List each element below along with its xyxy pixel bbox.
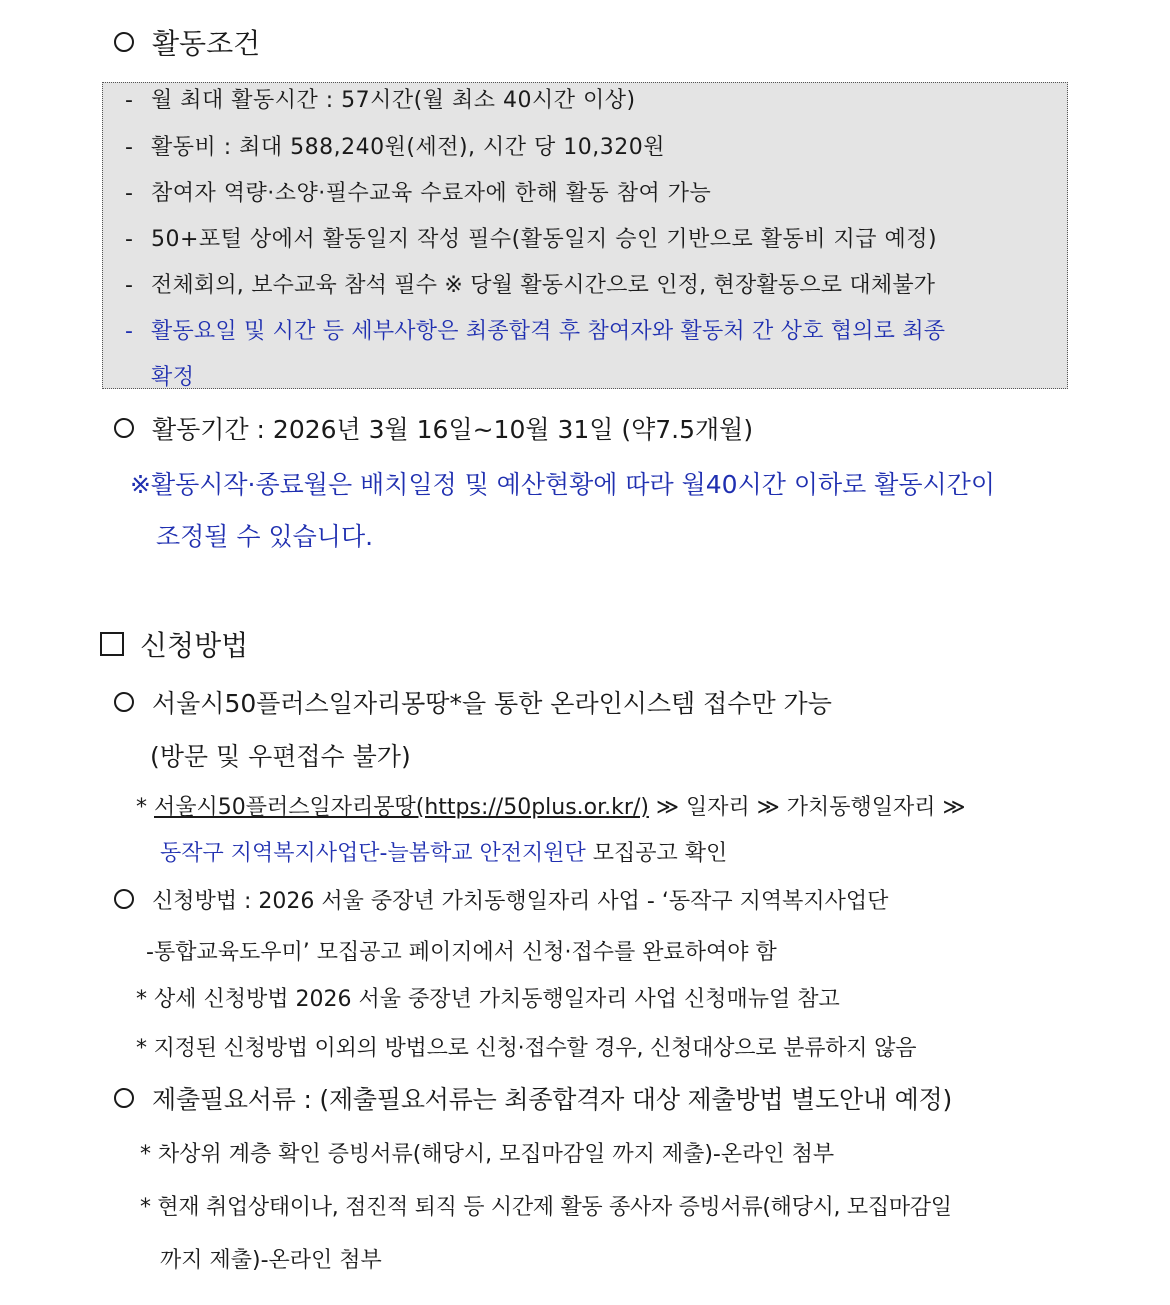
portal-path-line bbox=[136, 790, 966, 821]
application-title: 신청방법 bbox=[140, 629, 249, 662]
condition-line: - 활동요일 및 시간 등 세부사항은 최종합격 후 참여자와 활동처 간 상호 협의로 최종 bbox=[125, 319, 946, 344]
condition-line-continued: 확정 bbox=[151, 365, 195, 390]
conditions-box bbox=[102, 82, 1068, 389]
section-application-heading bbox=[100, 624, 248, 664]
condition-line: - 참여자 역량·소양·필수교육 수료자에 한해 활동 참여 가능 bbox=[125, 181, 712, 206]
period-note-line-2: 조정될 수 있습니다. bbox=[156, 522, 374, 551]
condition-line: - 활동비 : 최대 588,240원(세전), 시간 당 10,320원 bbox=[125, 135, 666, 160]
asterisk-bullet-icon: * bbox=[136, 1036, 147, 1061]
document-item: * 현재 취업상태이나, 점진적 퇴직 등 시간제 활동 종사자 증빙서류(해당시, 모집마감일 bbox=[140, 1195, 952, 1220]
condition-line: - 월 최대 활동시간 : 57시간(월 최소 40시간 이상) bbox=[125, 88, 636, 113]
circle-bullet-icon bbox=[114, 692, 134, 712]
asterisk-bullet-icon: * bbox=[140, 1142, 151, 1167]
notice-line bbox=[160, 836, 727, 867]
asterisk-bullet-icon: * bbox=[136, 795, 147, 820]
document-item-continued: 까지 제출)-온라인 첨부 bbox=[160, 1248, 382, 1273]
portal-link[interactable]: 서울시50플러스일자리몽땅(https://50plus.or.kr/) bbox=[154, 795, 649, 820]
condition-line: - 50+포털 상에서 활동일지 작성 필수(활동일지 승인 기반으로 활동비 지급 예정) bbox=[125, 227, 938, 252]
asterisk-bullet-icon: * bbox=[140, 1195, 151, 1220]
online-only-line-1: 서울시50플러스일자리몽땅*을 통한 온라인시스템 접수만 가능 bbox=[114, 684, 832, 720]
method-line-2: -통합교육도우미’ 모집공고 페이지에서 신청·접수를 완료하여야 함 bbox=[146, 940, 777, 965]
method-note-2: * 지정된 신청방법 이외의 방법으로 신청·접수할 경우, 신청대상으로 분류하지 않음 bbox=[136, 1036, 917, 1061]
notice-program-name: 동작구 지역복지사업단-늘봄학교 안전지원단 bbox=[160, 841, 586, 866]
required-documents: 제출필요서류 : (제출필요서류는 최종합격자 대상 제출방법 별도안내 예정) bbox=[114, 1080, 952, 1116]
period-note-line-1: ※활동시작·종료월은 배치일정 및 예산현황에 따라 월40시간 이하로 활동시간이 bbox=[130, 470, 995, 499]
online-only-line-2: (방문 및 우편접수 불가) bbox=[150, 742, 411, 771]
method-note-1: * 상세 신청방법 2026 서울 중장년 가치동행일자리 사업 신청매뉴얼 참고 bbox=[136, 987, 840, 1012]
circle-bullet-icon bbox=[114, 889, 134, 909]
circle-bullet-icon bbox=[114, 1088, 134, 1108]
document-item: * 차상위 계층 확인 증빙서류(해당시, 모집마감일 까지 제출)-온라인 첨부 bbox=[140, 1142, 835, 1167]
method-line-1: 신청방법 : 2026 서울 중장년 가치동행일자리 사업 - ‘동작구 지역복지사업단 bbox=[114, 884, 888, 915]
asterisk-bullet-icon: * bbox=[136, 987, 147, 1012]
activity-period: 활동기간 : 2026년 3월 16일~10월 31일 (약7.5개월) bbox=[114, 410, 753, 446]
circle-bullet-icon bbox=[114, 32, 134, 52]
notice-check: 모집공고 확인 bbox=[592, 841, 728, 866]
square-bullet-icon bbox=[100, 632, 124, 656]
condition-line: - 전체회의, 보수교육 참석 필수 ※ 당월 활동시간으로 인정, 현장활동으로 대체불가 bbox=[125, 273, 936, 298]
circle-bullet-icon bbox=[114, 418, 134, 438]
section-activity-conditions-heading bbox=[114, 22, 260, 62]
activity-conditions-title: 활동조건 bbox=[152, 27, 261, 60]
portal-path: ≫ 일자리 ≫ 가치동행일자리 ≫ bbox=[655, 795, 966, 820]
